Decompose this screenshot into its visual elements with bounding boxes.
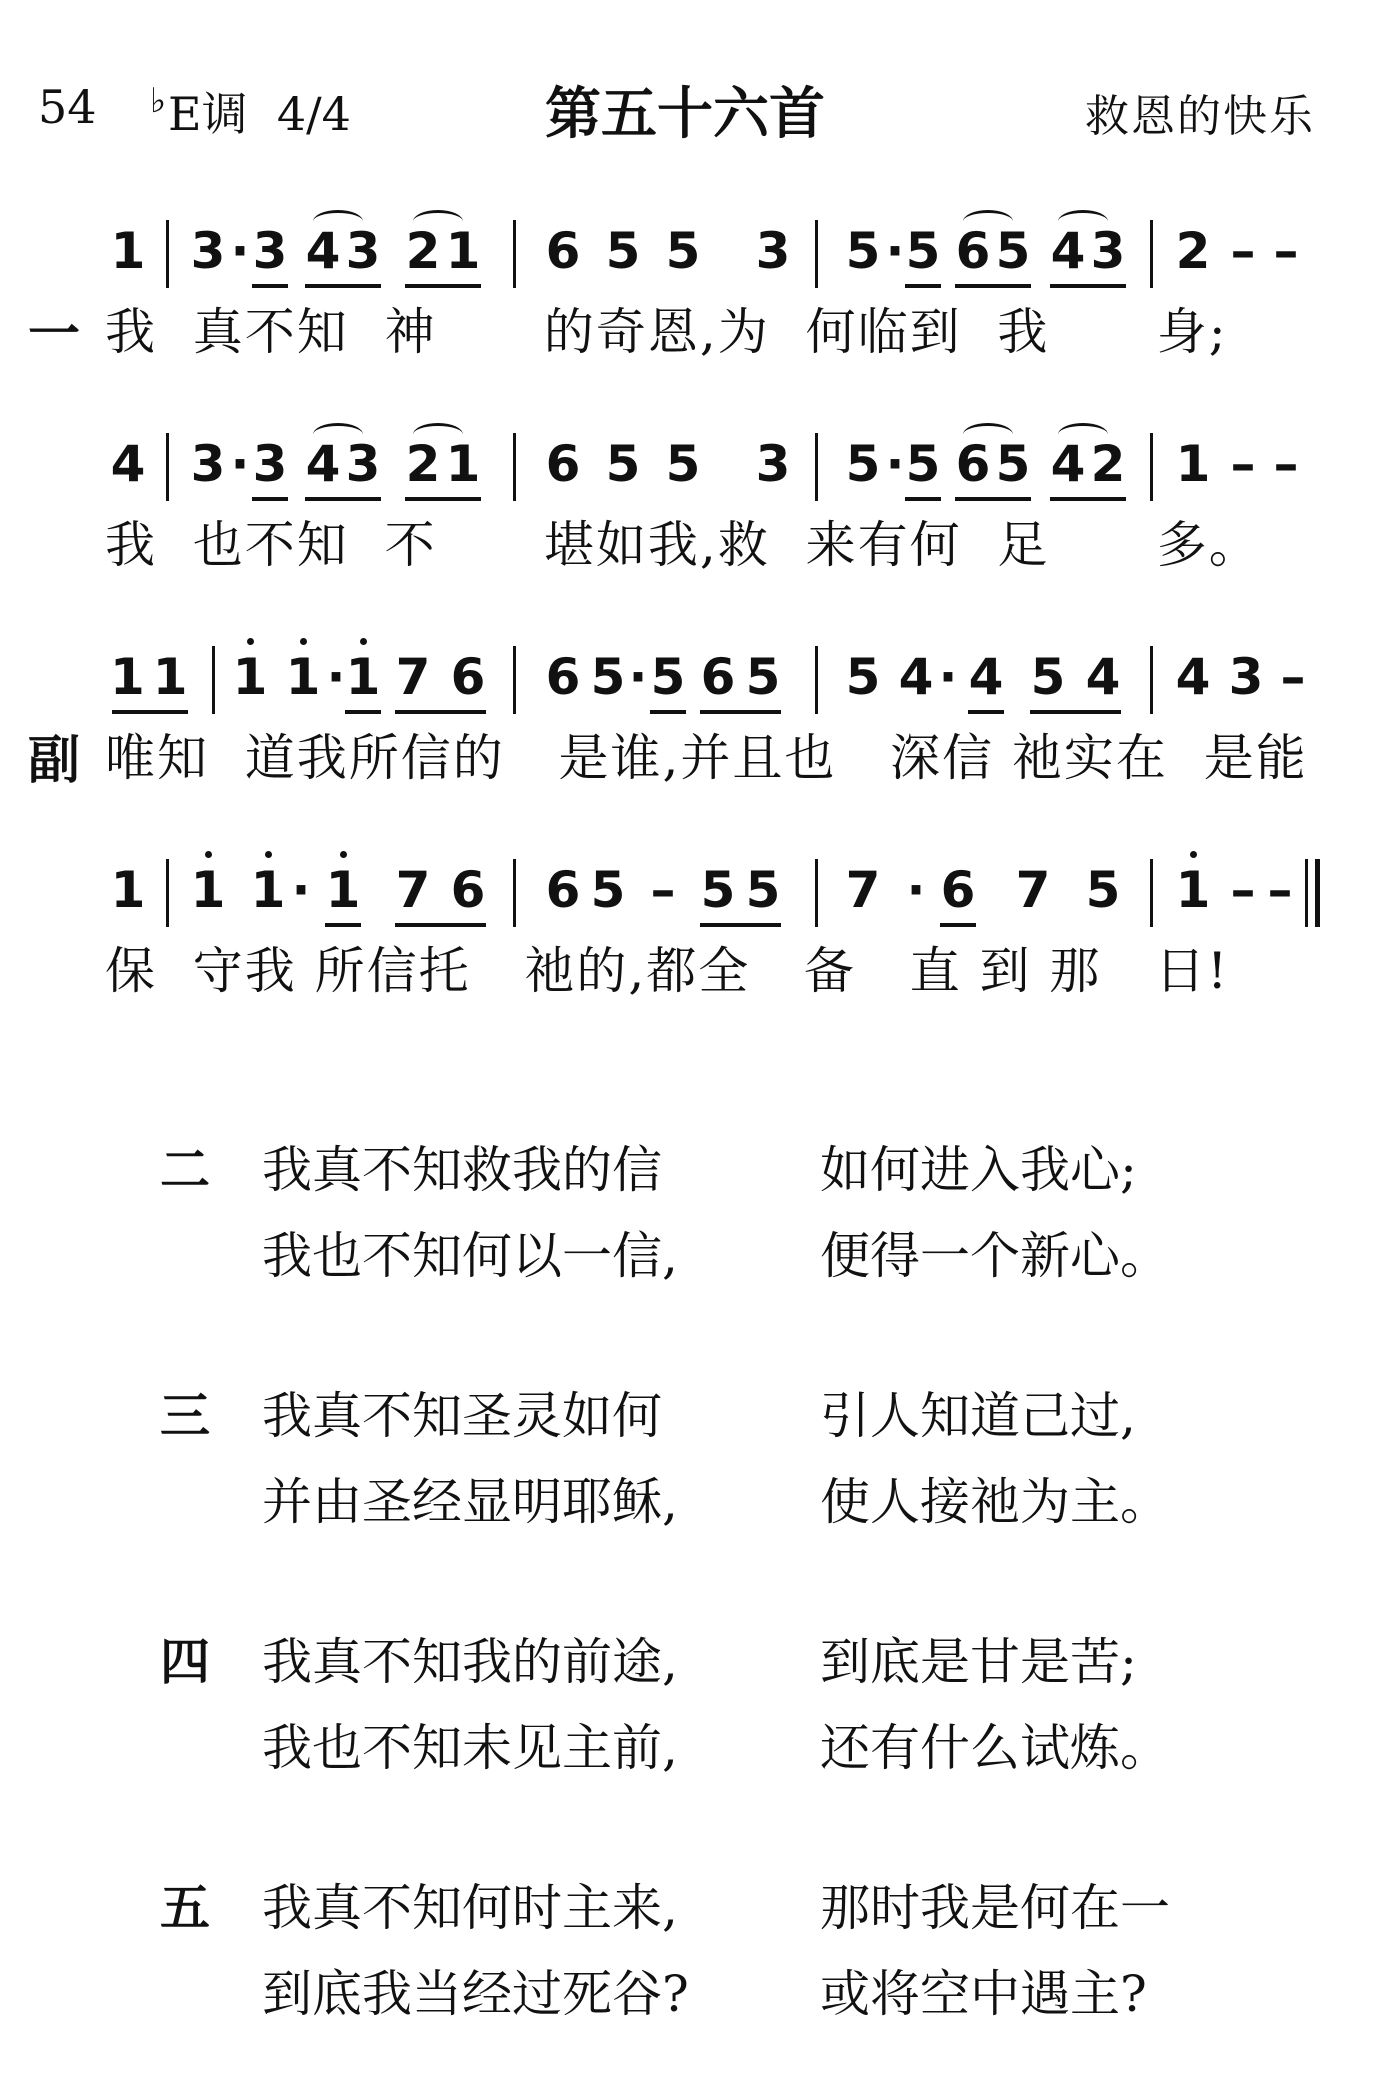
verse-line: 我也不知未见主前, xyxy=(262,1719,678,1777)
note: 1 xyxy=(345,648,381,706)
verse-line: 那时我是何在一 xyxy=(820,1879,1170,1937)
verse-3 xyxy=(0,1376,1400,1556)
dash: – xyxy=(650,861,676,919)
note: 3 xyxy=(190,222,226,280)
note: 6 xyxy=(450,861,486,919)
note: 5 xyxy=(605,435,641,493)
slur xyxy=(413,423,463,446)
underline xyxy=(252,497,288,501)
verse-5 xyxy=(0,1868,1400,2048)
dot-extension: · xyxy=(230,222,250,280)
slur xyxy=(313,210,363,233)
lyrics-row xyxy=(0,718,1400,798)
barline xyxy=(1150,433,1153,501)
score-line-2 xyxy=(0,413,1400,613)
lyrics-row xyxy=(0,931,1400,1011)
lyrics-row xyxy=(0,292,1400,372)
underline xyxy=(405,497,481,501)
note: 1 xyxy=(190,861,226,919)
note: 5 xyxy=(665,222,701,280)
note: 5 xyxy=(995,435,1031,493)
slur xyxy=(1058,210,1108,233)
note: 1 xyxy=(250,861,286,919)
note: 4 xyxy=(1050,435,1086,493)
notation-row xyxy=(0,839,1400,939)
underline xyxy=(955,497,1031,501)
lyrics-text: 唯知 道我所信的 是谁,并且也 深信 祂实在 是能 xyxy=(105,729,1308,787)
note: 2 xyxy=(405,435,441,493)
note: 6 xyxy=(450,648,486,706)
notation-row xyxy=(0,626,1400,726)
barline xyxy=(513,646,516,714)
dash: – xyxy=(1280,648,1306,706)
high-octave-dot xyxy=(247,638,254,645)
note: 3 xyxy=(755,222,791,280)
underline xyxy=(112,710,188,714)
note: 7 xyxy=(845,861,881,919)
pickup-note: 1 xyxy=(110,222,146,280)
note: 1 xyxy=(325,861,361,919)
note: 5 xyxy=(995,222,1031,280)
key-name: E调 xyxy=(168,87,248,141)
barline xyxy=(1150,220,1153,288)
note: 2 xyxy=(1175,222,1211,280)
high-octave-dot xyxy=(360,638,367,645)
slur xyxy=(313,423,363,446)
dash: – xyxy=(1273,435,1299,493)
slur xyxy=(1058,423,1108,446)
underline xyxy=(968,710,1004,714)
verse-line: 我真不知何时主来, xyxy=(262,1879,678,1937)
score-line-1 xyxy=(0,200,1400,400)
note: 1 xyxy=(232,648,268,706)
verse-number: 一 xyxy=(28,305,81,365)
underline xyxy=(252,284,288,288)
verse-line: 到底是甘是苦; xyxy=(820,1633,1137,1691)
note: 5 xyxy=(845,435,881,493)
note: 1 xyxy=(445,222,481,280)
verse-number: 二 xyxy=(160,1141,210,1199)
note: 6 xyxy=(955,435,991,493)
verse-line: 并由圣经显明耶稣, xyxy=(262,1473,678,1531)
underline xyxy=(395,923,486,927)
barline xyxy=(1150,859,1153,927)
hymn-title: 第五十六首 xyxy=(545,81,825,147)
note: 3 xyxy=(1090,222,1126,280)
verse-line: 如何进入我心; xyxy=(820,1141,1137,1199)
page-header xyxy=(0,70,1400,160)
note: 3 xyxy=(252,222,288,280)
pickup-note: 11 xyxy=(110,648,196,706)
barline xyxy=(513,859,516,927)
note: 5 xyxy=(590,861,626,919)
barline xyxy=(815,220,818,288)
underline xyxy=(940,923,976,927)
barline xyxy=(815,433,818,501)
note: 3 xyxy=(345,435,381,493)
pickup-note: 4 xyxy=(110,435,146,493)
note: 6 xyxy=(955,222,991,280)
note: 6 xyxy=(700,648,736,706)
dash: – xyxy=(1230,861,1256,919)
underline xyxy=(325,923,361,927)
page-number: 54 xyxy=(38,80,97,134)
verse-line: 我真不知圣灵如何 xyxy=(262,1387,662,1445)
final-barline-thin xyxy=(1305,859,1308,927)
note: 5 xyxy=(605,222,641,280)
note: 5 xyxy=(745,648,781,706)
note: 5 xyxy=(905,435,941,493)
verse-line: 我真不知救我的信 xyxy=(262,1141,662,1199)
lyrics-text: 我 也不知 不 堪如我,救 来有何 足 多。 xyxy=(105,516,1261,574)
underline xyxy=(305,284,381,288)
verse-line: 我也不知何以一信, xyxy=(262,1227,678,1285)
barline xyxy=(166,220,169,288)
slur xyxy=(963,210,1013,233)
final-barline-thick xyxy=(1315,859,1320,927)
note: 3 xyxy=(345,222,381,280)
barline xyxy=(1150,646,1153,714)
verse-4 xyxy=(0,1622,1400,1802)
underline xyxy=(905,497,941,501)
dot-extension: · xyxy=(628,648,648,706)
dot-extension: · xyxy=(885,435,905,493)
note: 5 xyxy=(590,648,626,706)
high-octave-dot xyxy=(205,851,212,858)
lyrics-text: 保 守我 所信托 祂的,都全 备 直 到 那 日! xyxy=(105,942,1230,1000)
note: 4 xyxy=(968,648,1004,706)
note: 5 xyxy=(845,648,881,706)
underline xyxy=(700,710,781,714)
barline xyxy=(212,646,215,714)
verse-line: 引人知道己过, xyxy=(820,1387,1136,1445)
note: 1 xyxy=(1175,861,1211,919)
dash: – xyxy=(1230,222,1256,280)
underline xyxy=(1030,710,1121,714)
note: 5 xyxy=(665,435,701,493)
dash: – xyxy=(1273,222,1299,280)
notation-row xyxy=(0,200,1400,300)
dot-extension: · xyxy=(230,435,250,493)
verse-line: 我真不知我的前途, xyxy=(262,1633,678,1691)
high-octave-dot xyxy=(265,851,272,858)
chorus-label: 副 xyxy=(28,731,81,791)
underline xyxy=(1050,497,1126,501)
verse-line: 到底我当经过死谷? xyxy=(262,1965,689,2023)
score-line-4 xyxy=(0,839,1400,1039)
note: 1 xyxy=(285,648,321,706)
note: 3 xyxy=(190,435,226,493)
note: 4 xyxy=(305,435,341,493)
underline xyxy=(345,710,381,714)
note: 5 xyxy=(905,222,941,280)
notation-row xyxy=(0,413,1400,513)
flat-sign: ♭ xyxy=(150,81,167,121)
high-octave-dot xyxy=(1190,851,1197,858)
note: 6 xyxy=(545,861,581,919)
note: 1 xyxy=(445,435,481,493)
note: 5 xyxy=(745,861,781,919)
barline xyxy=(166,433,169,501)
barline xyxy=(815,646,818,714)
time-signature: 4/4 xyxy=(276,87,351,141)
note: 6 xyxy=(545,435,581,493)
underline xyxy=(1050,284,1126,288)
barline xyxy=(513,220,516,288)
verse-line: 便得一个新心。 xyxy=(820,1227,1170,1285)
lyrics-text: 我 真不知 神 的奇恩,为 何临到 我 身; xyxy=(105,303,1228,361)
underline xyxy=(650,710,686,714)
note: 3 xyxy=(252,435,288,493)
dash: – xyxy=(1267,861,1293,919)
barline xyxy=(166,859,169,927)
dot-extension: · xyxy=(326,648,346,706)
underline xyxy=(905,284,941,288)
note: 3 xyxy=(1228,648,1264,706)
verse-number: 五 xyxy=(160,1879,210,1937)
note: 7 xyxy=(395,648,431,706)
verse-line: 使人接祂为主。 xyxy=(820,1473,1170,1531)
slur xyxy=(963,423,1013,446)
note: 6 xyxy=(545,222,581,280)
verse-number: 四 xyxy=(160,1633,210,1691)
note: 4 xyxy=(1050,222,1086,280)
note: 4 xyxy=(305,222,341,280)
score-line-3 xyxy=(0,626,1400,826)
note: 4 xyxy=(898,648,934,706)
underline xyxy=(955,284,1031,288)
note: 4 xyxy=(1175,648,1211,706)
note: 2 xyxy=(405,222,441,280)
note: 5 xyxy=(700,861,736,919)
verse-line: 还有什么试炼。 xyxy=(820,1719,1170,1777)
underline xyxy=(305,497,381,501)
note: 7 xyxy=(395,861,431,919)
underline xyxy=(395,710,486,714)
note: 6 xyxy=(940,861,976,919)
note: 1 xyxy=(1175,435,1211,493)
hymn-subtitle: 救恩的快乐 xyxy=(1085,91,1315,142)
dot-extension: · xyxy=(906,861,926,919)
dash: – xyxy=(1230,435,1256,493)
note: 5 xyxy=(1030,648,1066,706)
barline xyxy=(815,859,818,927)
high-octave-dot xyxy=(340,851,347,858)
verse-line: 或将空中遇主? xyxy=(820,1965,1147,2023)
barline xyxy=(513,433,516,501)
dot-extension: · xyxy=(291,861,311,919)
note: 5 xyxy=(845,222,881,280)
note: 3 xyxy=(755,435,791,493)
note: 6 xyxy=(545,648,581,706)
note: 7 xyxy=(1015,861,1051,919)
underline xyxy=(405,284,481,288)
note: 5 xyxy=(650,648,686,706)
pickup-note: 1 xyxy=(110,861,146,919)
verse-number: 三 xyxy=(160,1387,210,1445)
note: 4 xyxy=(1085,648,1121,706)
note: 2 xyxy=(1090,435,1126,493)
verse-2 xyxy=(0,1130,1400,1310)
lyrics-row xyxy=(0,505,1400,585)
dot-extension: · xyxy=(885,222,905,280)
high-octave-dot xyxy=(300,638,307,645)
underline xyxy=(700,923,781,927)
slur xyxy=(413,210,463,233)
dot-extension: · xyxy=(938,648,958,706)
note: 5 xyxy=(1085,861,1121,919)
